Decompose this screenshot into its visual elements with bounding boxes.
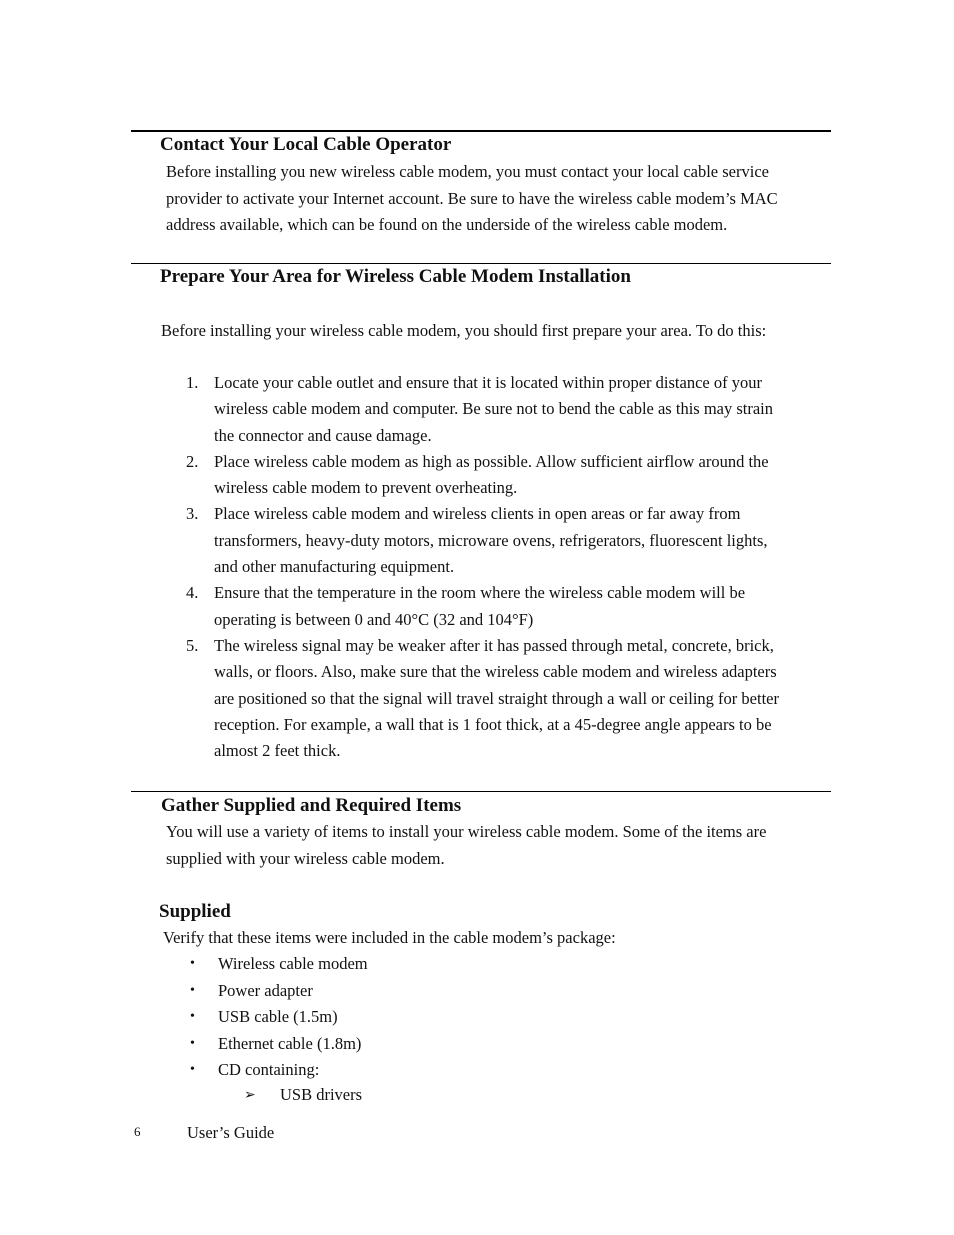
step-line: The wireless signal may be weaker after it has passed through metal, concrete, brick, [214, 635, 774, 655]
list-item [190, 1004, 368, 1031]
heading-contact-cable-operator: Contact Your Local Cable Operator [160, 134, 452, 155]
supplied-intro: Verify that these items were included in the cable modem’s package: [163, 928, 616, 947]
prepare-steps-list [186, 370, 826, 764]
step-line: wireless cable modem and computer. Be sure not to bend the cable as this may strain [214, 399, 774, 419]
page-number: 6 [134, 1124, 141, 1139]
step-line: walls, or floors. Also, make sure that the wireless cable modem and wireless adapters [214, 662, 777, 682]
step-line: operating is between 0 and 40°C (32 and 104°F) [214, 609, 534, 629]
list-item [186, 370, 826, 449]
list-item [186, 501, 826, 580]
step-line: Locate your cable outlet and ensure that it is located within proper distance of your [214, 373, 762, 392]
paragraph-line: Before installing you new wireless cable modem, you must contact your local cable service [166, 162, 769, 181]
step-number: 1. [186, 373, 199, 392]
section-divider-contact [131, 130, 831, 132]
step-line: transformers, heavy-duty motors, microware ovens, refrigerators, fluorescent lights, [214, 530, 768, 550]
paragraph-gather [166, 819, 766, 872]
item-label: USB drivers [280, 1085, 363, 1104]
step-line: Place wireless cable modem as high as possible. Allow sufficient airflow around the [214, 451, 769, 471]
supplied-items-list [190, 951, 368, 1084]
paragraph-contact [166, 159, 778, 239]
list-item [244, 1082, 362, 1108]
paragraph-line: supplied with your wireless cable modem. [166, 848, 445, 868]
step-number: 2. [186, 451, 199, 471]
step-line: are positioned so that the signal will travel straight through a wall or ceiling for better [214, 688, 779, 708]
heading-supplied: Supplied [159, 901, 231, 922]
list-item [190, 1031, 368, 1058]
step-line: Place wireless cable modem and wireless clients in open areas or far away from [214, 504, 741, 524]
section-divider-gather [131, 791, 831, 792]
list-item [190, 951, 368, 978]
step-line: the connector and cause damage. [214, 425, 432, 445]
step-line: and other manufacturing equipment. [214, 557, 455, 577]
paragraph-line: You will use a variety of items to install your wireless cable modem. Some of the items are [166, 822, 767, 841]
item-label: CD containing: [218, 1060, 320, 1079]
list-item [186, 580, 826, 633]
heading-prepare-area: Prepare Your Area for Wireless Cable Modem Installation [160, 266, 631, 287]
list-item [190, 978, 368, 1005]
bullet-icon: • [190, 1009, 195, 1024]
heading-gather-items: Gather Supplied and Required Items [161, 795, 462, 816]
list-item [186, 633, 826, 764]
bullet-icon: • [190, 1062, 195, 1077]
bullet-icon: • [190, 1035, 195, 1051]
arrow-bullet-icon: ➢ [244, 1087, 256, 1103]
list-item [190, 1057, 368, 1084]
list-item [186, 449, 826, 502]
paragraph-line: provider to activate your Internet account. Be sure to have the wireless cable modem’s MAC [166, 188, 778, 208]
footer-title: User’s Guide [187, 1123, 275, 1142]
bullet-icon: • [190, 956, 195, 971]
item-label: Ethernet cable (1.8m) [218, 1033, 362, 1053]
step-number: 3. [186, 504, 199, 524]
section-divider-prepare [131, 263, 831, 264]
bullet-icon: • [190, 982, 195, 998]
step-line: Ensure that the temperature in the room where the wireless cable modem will be [214, 583, 746, 603]
step-line: wireless cable modem to prevent overheating. [214, 478, 518, 498]
item-label: USB cable (1.5m) [218, 1007, 338, 1026]
step-number: 4. [186, 583, 199, 603]
item-label: Wireless cable modem [218, 954, 368, 973]
cd-contents-list [244, 1082, 362, 1108]
item-label: Power adapter [218, 980, 313, 1000]
step-number: 5. [186, 635, 199, 655]
step-line: almost 2 feet thick. [214, 741, 341, 761]
prepare-intro: Before installing your wireless cable modem, you should first prepare your area. To do this: [161, 321, 767, 340]
step-line: reception. For example, a wall that is 1 foot thick, at a 45-degree angle appears to be [214, 714, 772, 734]
paragraph-line: address available, which can be found on the underside of the wireless cable modem. [166, 215, 728, 234]
